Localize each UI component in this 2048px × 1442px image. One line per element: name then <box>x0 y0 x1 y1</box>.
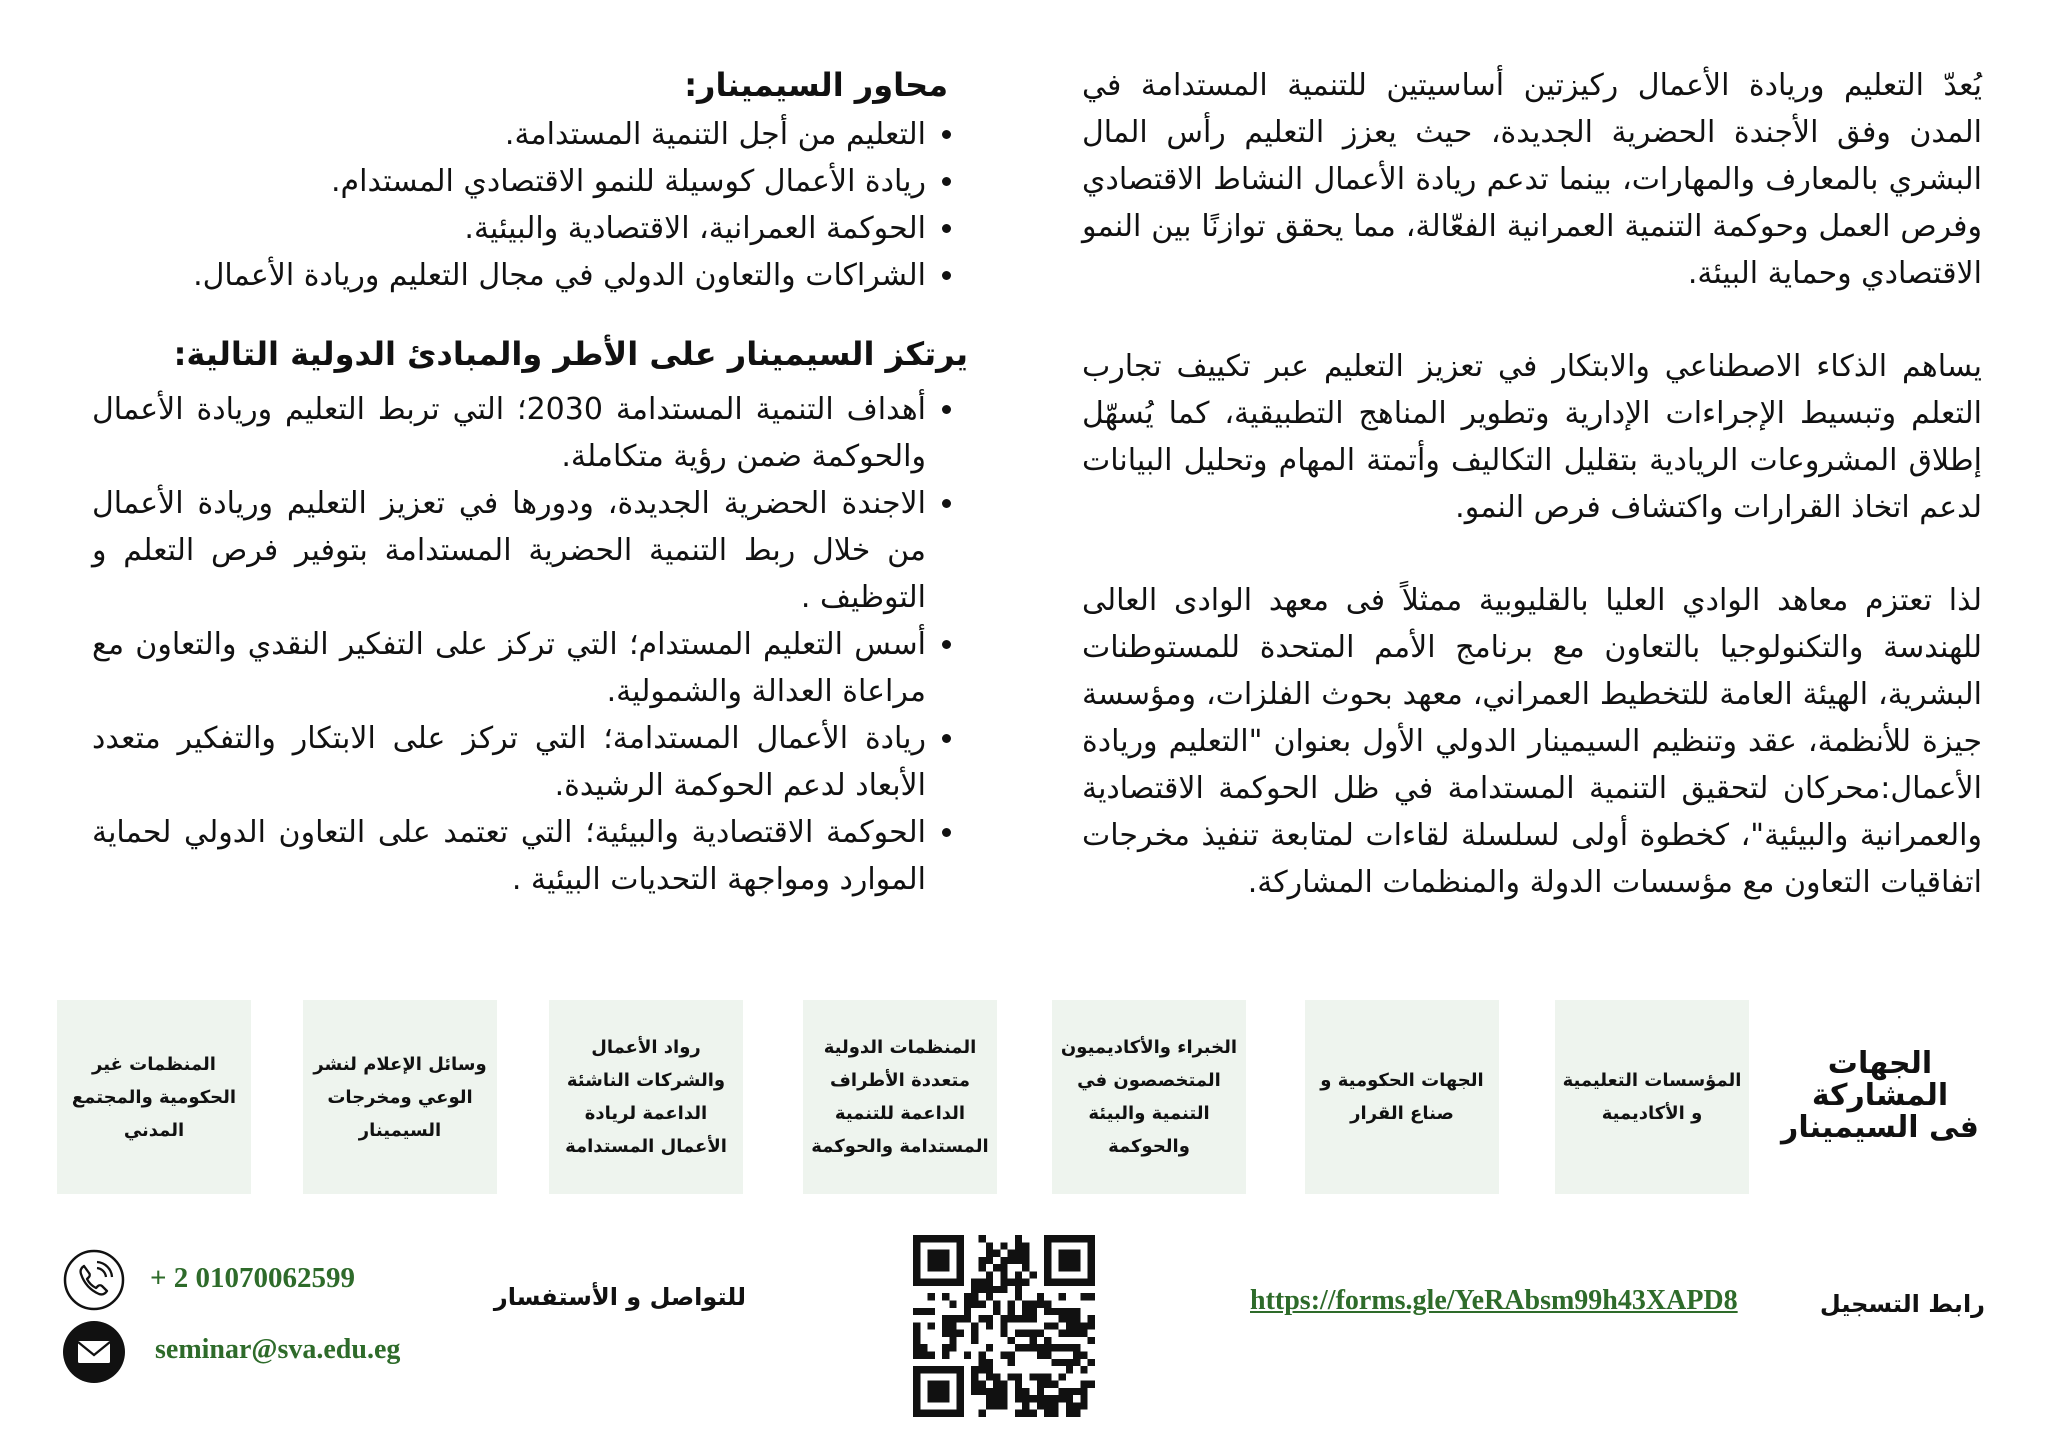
framework-item: • الحوكمة الاقتصادية والبيئية؛ التي تعتمد على التعاون الدولي لحماية الموارد ومواجهة التحديات البيئية . <box>92 809 926 903</box>
frameworks-title: يرتكز السيمينار على الأطر والمبادئ الدولية التالية: <box>173 335 968 373</box>
pillars-title: محاور السيمينار: <box>684 66 948 104</box>
framework-item: • أهداف التنمية المستدامة 2030؛ التي تربط التعليم وريادة الأعمال والحوكمة ضمن رؤية متكاملة. <box>92 386 926 480</box>
participants-title-line-1: الجهات المشاركة <box>1811 1046 1949 1113</box>
pillar-item: • التعليم من أجل التنمية المستدامة. <box>92 111 926 158</box>
qr-code <box>913 1235 1095 1417</box>
participants-boxes <box>0 1000 2048 1194</box>
participant-box: الجهات الحكومية و صناع القرار <box>1305 1000 1499 1194</box>
framework-item: • الاجندة الحضرية الجديدة، ودورها في تعزيز التعليم وريادة الأعمال من خلال ربط التنمية الحضرية المستدامة بتوفير فرص التعلم و التوظيف . <box>92 480 926 621</box>
participant-box: المنظمات الدولية متعددة الأطراف الداعمة للتنمية المستدامة والحوكمة <box>803 1000 997 1194</box>
participant-box: رواد الأعمال والشركات الناشئة الداعمة لريادة الأعمال المستدامة <box>549 1000 743 1194</box>
seminar-details <box>92 62 968 903</box>
framework-item: • أسس التعليم المستدام؛ التي تركز على التفكير النقدي والتعاون مع مراعاة العدالة والشمولية. <box>92 621 926 715</box>
intro-paragraph-3: لذا تعتزم معاهد الوادي العليا بالقليوبية ممثلاً فى معهد الوادى العالى للهندسة والتكنولوجيا بالتعاون مع برنامج الأمم المتحدة للمستوطنات البشرية، الهيئة العامة للتخطيط العمراني، معهد بحوث الفلزات، ومؤسسة جيزة للأنظمة، عقد وتنظيم السيمينار الدولي الأول بعنوان "التعليم وريادة الأعمال:محركان لتحقيق التنمية المستدامة في ظل الحوكمة الاقتصادية والعمرانية والبيئية"، كخطوة أولى لسلسلة لقاءات لمتابعة تنفيذ مخرجات اتفاقيات التعاون مع مؤسسات الدولة والمنظمات المشاركة. <box>1082 583 1982 900</box>
phone-number[interactable]: + 2 01070062599 <box>150 1262 356 1294</box>
registration-link[interactable]: https://forms.gle/YeRAbsm99h43XAPD8 <box>1250 1285 1738 1316</box>
participant-box: الخبراء والأكاديميون المتخصصون في التنمية والبيئة والحوكمة <box>1052 1000 1246 1194</box>
intro-paragraph-1: يُعدّ التعليم وريادة الأعمال ركيزتين أساسيتين للتنمية المستدامة في المدن وفق الأجندة الحضرية الجديدة، حيث يعزز التعليم رأس المال البشري بالمعارف والمهارات، بينما تدعم ريادة الأعمال النشاط الاقتصادي وفرص العمل وحوكمة التنمية العمرانية الفعّالة، مما يحقق توازنًا بين النمو الاقتصادي وحماية البيئة. <box>1082 68 1982 291</box>
intro-paragraph-2: يساهم الذكاء الاصطناعي والابتكار في تعزيز التعليم عبر تكييف تجارب التعلم وتبسيط الإجراءات الإدارية وتطوير المناهج التطبيقية، كما يُسهّل إطلاق المشروعات الريادية بتقليل التكاليف وأتمتة المهام وتحليل البيانات لدعم اتخاذ القرارات واكتشاف فرص النمو. <box>1082 349 1982 525</box>
phone-icon <box>62 1248 126 1312</box>
participant-box: وسائل الإعلام لنشر الوعي ومخرجات السيمينار <box>303 1000 497 1194</box>
pillar-item: • ريادة الأعمال كوسيلة للنمو الاقتصادي المستدام. <box>92 158 926 205</box>
registration-label: رابط التسجيل <box>1819 1290 1985 1318</box>
frameworks-list <box>92 386 968 903</box>
contact-label: للتواصل و الأستفسار <box>493 1283 747 1311</box>
email-address[interactable]: seminar@sva.edu.eg <box>155 1334 401 1365</box>
pillars-list <box>92 111 968 299</box>
intro-section <box>1082 62 1982 952</box>
participant-box: المنظمات غير الحكومية والمجتمع المدني <box>57 1000 251 1194</box>
participants-title-line-2: فى السيمينار <box>1781 1110 1979 1145</box>
pillar-item: • الشراكات والتعاون الدولي في مجال التعليم وريادة الأعمال. <box>92 252 926 299</box>
mail-icon <box>62 1320 126 1384</box>
framework-item: • ريادة الأعمال المستدامة؛ التي تركز على الابتكار والتفكير متعدد الأبعاد لدعم الحوكمة الرشيدة. <box>92 715 926 809</box>
participant-box: المؤسسات التعليمية و الأكاديمية <box>1555 1000 1749 1194</box>
pillar-item: • الحوكمة العمرانية، الاقتصادية والبيئية. <box>92 205 926 252</box>
